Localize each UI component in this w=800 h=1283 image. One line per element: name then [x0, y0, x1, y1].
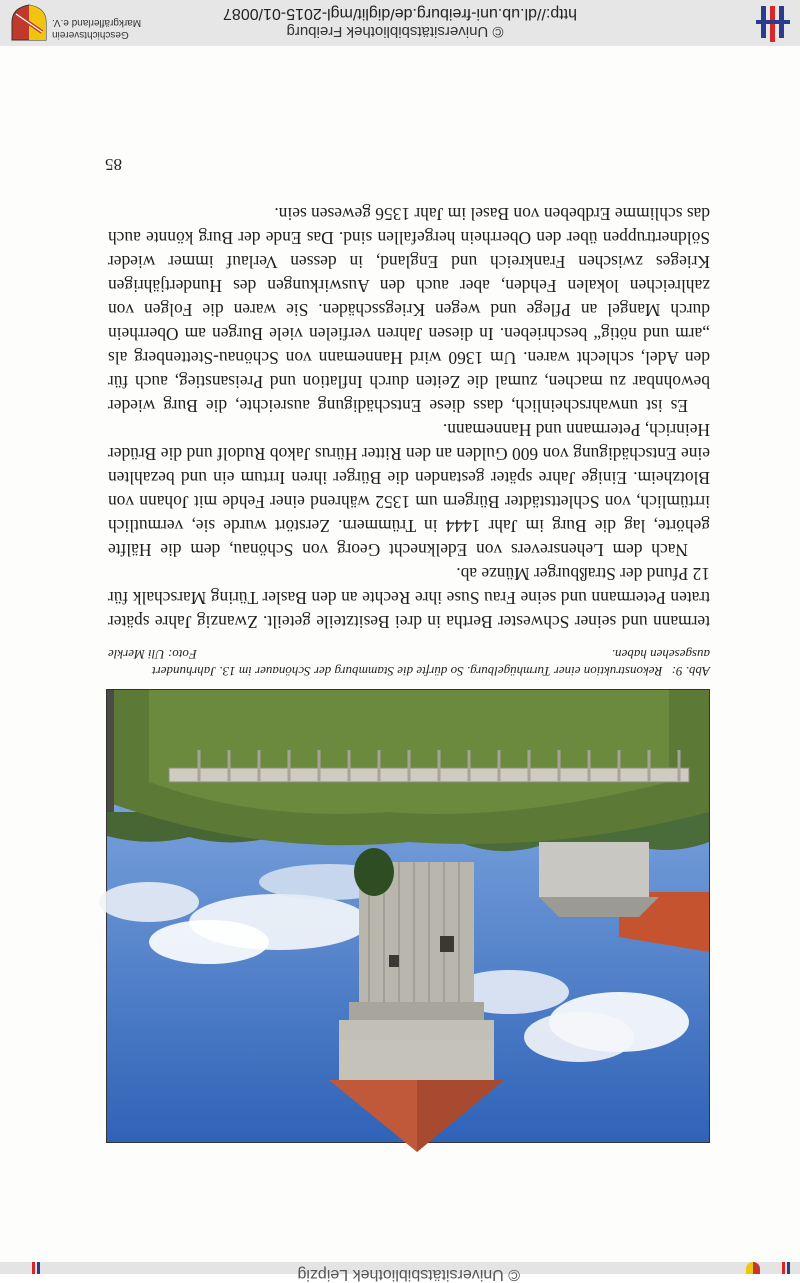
photo-castle-tower-reconstruction [107, 690, 709, 1142]
ub-logo-partial-icon [778, 1262, 792, 1274]
photo-credit: Foto: Uli Merkle [108, 647, 197, 662]
castle-reconstruction-photo [106, 689, 710, 1143]
ub-freiburg-logo-icon[interactable] [754, 2, 794, 44]
society-name-line1: Geschichtsverein [52, 29, 129, 40]
page-number: 85 [105, 155, 122, 174]
top-footer-band [0, 1262, 800, 1283]
ub-logo-partial-icon [28, 1262, 42, 1274]
document-url-link[interactable]: http://dl.ub.uni-freiburg.de/diglit/mgl-2015-01/0087 [223, 5, 577, 22]
copyright-notice: © Universitätsbibliothek Freiburg [286, 23, 504, 40]
figure-caption-text: Rekonstruktion einer Turmhügelburg. So dürfte die Stammburg der Schönauer im 13. Jahrhundert ausgesehen haben. [152, 647, 710, 679]
society-logo-partial-icon [746, 1262, 760, 1274]
paragraph-2: Nach dem Lehensrevers von Edelknecht Georg von Schönau, dem die Hälfte gehörte, lag die Burg im Jahr 1444 in Trümmern. Zerstört wurde sie, vermutlich irrtümlich, von Schlettstädter Bürgern um 1352 während einer Fehde mit Johann von Blotzheim. Einige Jahre später gestanden die Bürger ihren Irrtum ein und bezahlten eine Entschädigung von 600 Gulden an den Ritter Hürus Jakob Rudolf und die Brüder Heinrich, Petermann und Hannemann. [108, 420, 710, 560]
society-coat-of-arms-icon[interactable] [10, 4, 48, 42]
bottom-footer-band [0, 0, 800, 46]
figure-caption [108, 646, 710, 680]
cut-off-copyright: © Universitätsbibliothek Leipzig [297, 1266, 520, 1283]
figure-label: Abb. 9: [671, 664, 710, 679]
body-text [108, 202, 710, 634]
paragraph-3: Es ist unwahrscheinlich, dass diese Entschädigung ausreichte, die Burg wieder bewohnbar zu machen, zumal die Zeiten durch Inflation und Preisanstieg, auch für den Adel, schlecht waren. Um 1360 wird Hannemann von Schönau-Stettenberg als „arm und nötig“ beschrieben. In diesen Jahren verfielen viele Burgen am Oberrhein durch Mangel an Pflege und wegen Kriegsschäden. Sie waren die Folgen von zahlreichen lokalen Fehden, aber auch den Auswirkungen des Hundertjährigen Krieges zwischen Frankreich und England, in dessen Verlauf immer wieder Söldnertruppen über den Oberrhein hergefallen sind. Das Ende der Burg könnte auch das schlimme Erdbeben von Basel im Jahr 1356 gewesen sein. [108, 204, 710, 416]
society-name-line2: Markgräflerland e.V. [52, 17, 142, 28]
paragraph-1: termann und seiner Schwester Bertha in drei Besitzteile geteilt. Zwanzig Jahre später traten Petermann und seine Frau Suse ihre Rechte an den Basler Türing Marschalk für 12 Pfund der Straßburger Münze ab. [108, 564, 710, 632]
society-name [52, 16, 148, 40]
